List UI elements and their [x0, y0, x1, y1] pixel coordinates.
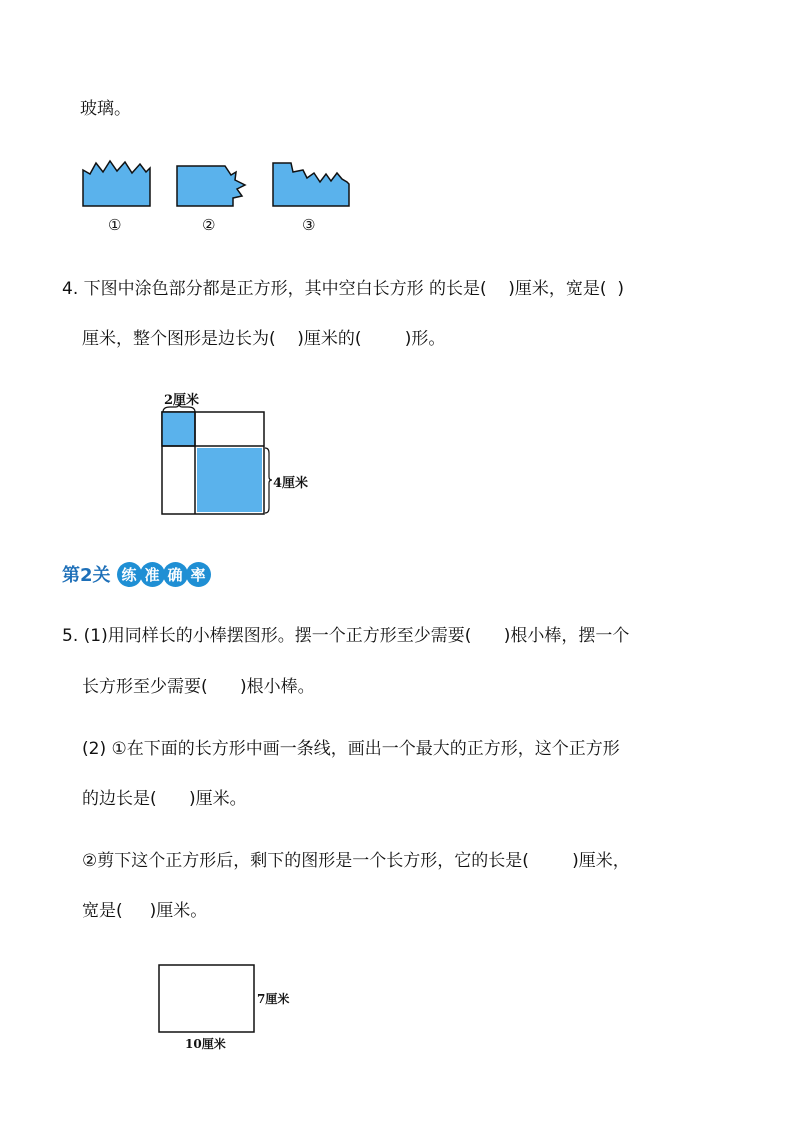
- section-char-2: 准: [140, 562, 165, 587]
- q4-line-1: 4. 下图中涂色部分都是正方形，其中空白长方形 的长是( )厘米，宽是( ): [62, 279, 624, 299]
- glass-label-3: ③: [302, 216, 316, 234]
- section-header: [62, 561, 209, 587]
- section-title: [117, 562, 209, 587]
- top-text: 玻璃。: [80, 99, 131, 119]
- q4-line-2: 厘米，整个图形是边长为( )厘米的( )形。: [82, 329, 446, 349]
- glass-piece-3: [271, 160, 353, 208]
- glass-piece-2: [175, 163, 250, 208]
- q5-line-5: ②剪下这个正方形后，剩下的图形是一个长方形，它的长是( )厘米，: [82, 851, 630, 871]
- section-char-1: 练: [117, 562, 142, 587]
- q5-line-1: 5. (1)用同样长的小棒摆图形。摆一个正方形至少需要( )根小棒，摆一个: [62, 626, 630, 646]
- q4-label-top: 2厘米: [164, 393, 200, 408]
- glass-label-1: ①: [108, 216, 122, 234]
- section-char-3: 确: [163, 562, 188, 587]
- q5-label-bottom: 10厘米: [185, 1037, 226, 1051]
- q5-line-6: 宽是( )厘米。: [82, 901, 208, 921]
- q5-line-4: 的边长是( )厘米。: [82, 789, 247, 809]
- q5-label-right: 7厘米: [257, 992, 290, 1006]
- glass-piece-1: [82, 158, 152, 208]
- q4-figure: [160, 410, 270, 520]
- q5-line-3: (2) ①在下面的长方形中画一条线，画出一个最大的正方形，这个正方形: [82, 739, 620, 759]
- section-number: 第2关: [62, 565, 111, 586]
- q5-rectangle: [157, 963, 257, 1035]
- q5-line-2: 长方形至少需要( )根小棒。: [82, 677, 315, 697]
- glass-label-2: ②: [202, 216, 216, 234]
- q4-label-right: 4厘米: [273, 476, 309, 491]
- section-char-4: 率: [186, 562, 211, 587]
